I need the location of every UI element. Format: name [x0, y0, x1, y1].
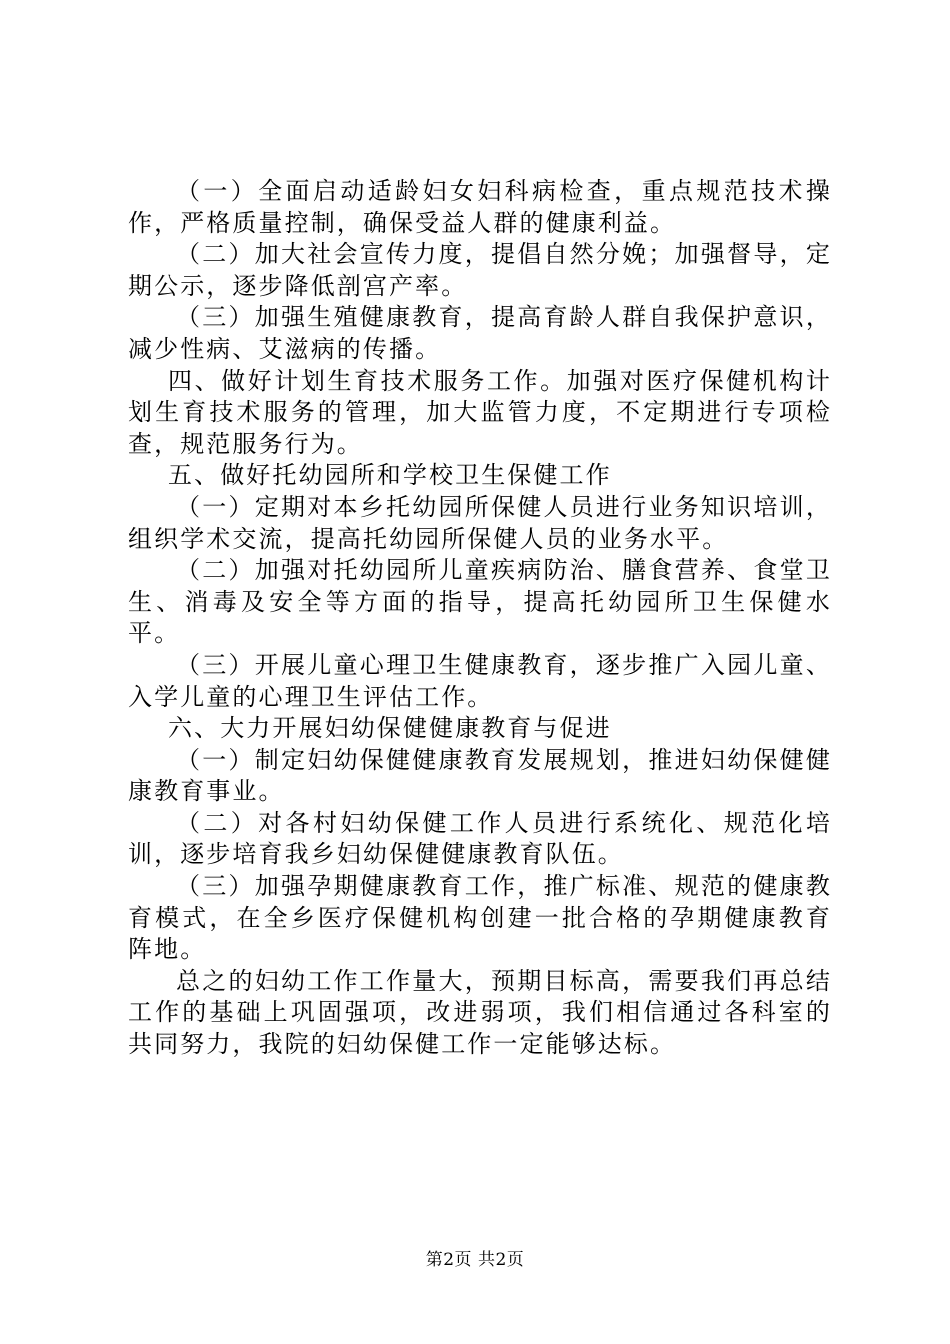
- paragraph-item-6-1: （一）制定妇幼保健健康教育发展规划，推进妇幼保健健康教育事业。: [128, 745, 832, 806]
- paragraph-item-6-2: （二）对各村妇幼保健工作人员进行系统化、规范化培训，逐步培育我乡妇幼保健健康教育队伍。: [128, 808, 832, 869]
- paragraph-item-1: （一）全面启动适龄妇女妇科病检查，重点规范技术操作，严格质量控制，确保受益人群的健康利益。: [128, 177, 832, 237]
- section-six-heading: 六、大力开展妇幼保健健康教育与促进: [168, 714, 612, 743]
- paragraph-item-5-1: （一）定期对本乡托幼园所保健人员进行业务知识培训，组织学术交流，提高托幼园所保健人员的业务水平。: [128, 492, 832, 553]
- page-number-footer: 第2页 共2页: [425, 1250, 525, 1270]
- section-five-heading: 五、做好托幼园所和学校卫生保健工作: [168, 461, 612, 490]
- conclusion-paragraph: 总之的妇幼工作工作量大，预期目标高，需要我们再总结工作的基础上巩固强项，改进弱项，我们相信通过各科室的共同努力，我院的妇幼保健工作一定能够达标。: [128, 966, 832, 1059]
- paragraph-item-2: （二）加大社会宣传力度，提倡自然分娩；加强督导，定期公示，逐步降低剖宫产率。: [128, 240, 832, 300]
- paragraph-item-3: （三）加强生殖健康教育，提高育龄人群自我保护意识，减少性病、艾滋病的传播。: [128, 303, 832, 363]
- paragraph-item-5-2: （二）加强对托幼园所儿童疾病防治、膳食营养、食堂卫生、消毒及安全等方面的指导，提高托幼园所卫生保健水平。: [128, 556, 832, 648]
- section-four-paragraph: 四、做好计划生育技术服务工作。加强对医疗保健机构计划生育技术服务的管理，加大监管力度，不定期进行专项检查，规范服务行为。: [128, 366, 832, 458]
- document-body: [128, 176, 832, 1061]
- paragraph-item-5-3: （三）开展儿童心理卫生健康教育，逐步推广入园儿童、入学儿童的心理卫生评估工作。: [128, 650, 832, 711]
- paragraph-item-6-3: （三）加强孕期健康教育工作，推广标准、规范的健康教育模式，在全乡医疗保健机构创建一批合格的孕期健康教育阵地。: [128, 872, 832, 964]
